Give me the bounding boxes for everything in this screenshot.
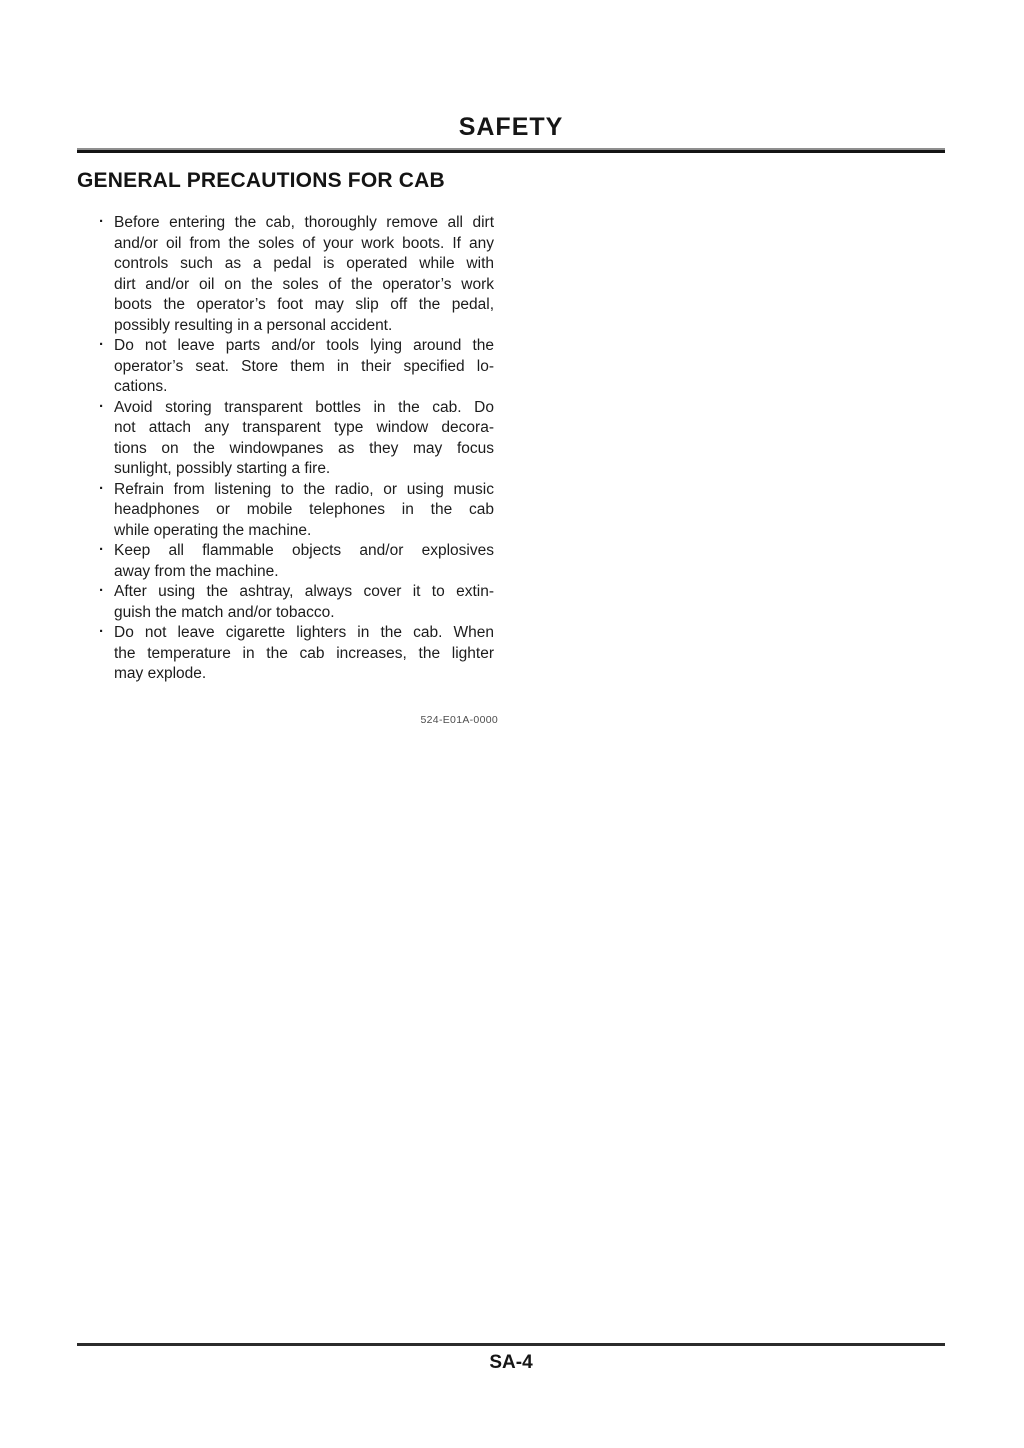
bullet-line: Do not leave parts and/or tools lying around the [114,337,494,354]
bullet-line: Before entering the cab, thoroughly remove all dirt [114,214,494,231]
bullet-item [99,479,494,542]
bullet-line: operator’s seat. Store them in their specified lo- [114,357,494,375]
bullet-item [99,213,494,336]
bullet-line: cations. [114,378,168,395]
section-title: GENERAL PRECAUTIONS FOR CAB [77,169,445,192]
bullet-line: Do not leave cigarette lighters in the cab. When [114,624,494,641]
bullet-dot-icon: · [99,336,104,353]
bullet-item [99,397,494,480]
bullet-dot-icon: · [99,541,104,558]
bullet-line: may explode. [114,665,207,682]
bullet-line: sunlight, possibly starting a fire. [114,460,331,477]
bullet-dot-icon: · [99,582,104,599]
bullet-dot-icon: · [99,623,104,640]
bullet-line: possibly resulting in a personal accident. [114,316,393,334]
bullet-line: while operating the machine. [114,521,312,539]
bullet-line: tions on the windowpanes as they may focus [114,439,494,457]
bullet-line: Refrain from listening to the radio, or using music [114,480,494,498]
footer-rule [77,1343,945,1346]
bullet-dot-icon: · [99,397,104,415]
bullet-line: After using the ashtray, always cover it to extin- [114,583,494,600]
bullet-line: Avoid storing transparent bottles in the cab. Do [114,398,494,416]
bullet-item [99,582,494,623]
bullet-dot-icon: · [99,479,104,497]
bullet-line: not attach any transparent type window decora- [114,419,494,436]
bullet-item [99,541,494,582]
bullet-line: away from the machine. [114,562,279,580]
bullet-line: the temperature in the cab increases, the lighter [114,644,494,662]
bullet-line: guish the match and/or tobacco. [114,603,335,621]
bullet-line: headphones or mobile telephones in the cab [114,501,494,518]
page-number: SA-4 [489,1352,533,1373]
bullet-dot-icon: · [99,213,104,230]
doc-code: 524-E01A-0000 [420,714,498,726]
bullet-line: Keep all flammable objects and/or explosives [114,542,494,559]
bullet-list [99,213,494,685]
header-double-rule [77,148,945,153]
bullet-line: boots the operator’s foot may slip off the pedal, [114,296,494,313]
page-title: SAFETY [458,113,564,141]
bullet-item [99,623,494,685]
bullet-line: dirt and/or oil on the soles of the operator’s work [114,275,494,293]
bullet-item [99,336,494,398]
bullet-line: and/or oil from the soles of your work boots. If any [114,234,494,252]
bullet-line: controls such as a pedal is operated while with [114,255,494,272]
